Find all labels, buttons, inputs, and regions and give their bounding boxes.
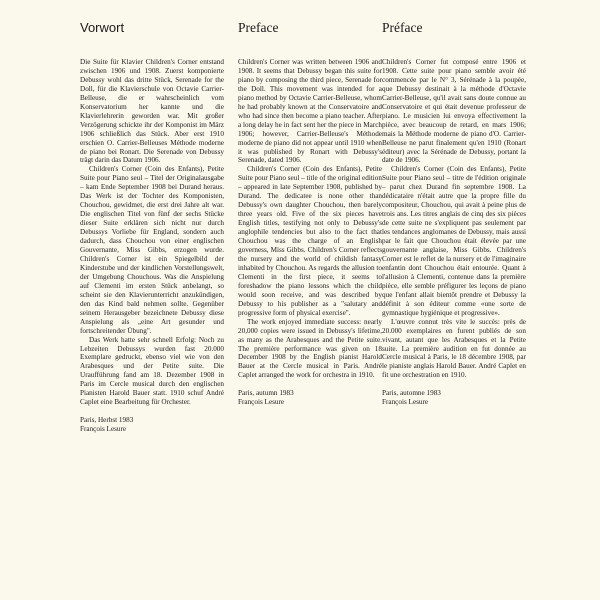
paragraph: Children's Corner was written between 1906 and 1908. It seems that Debussy began this suite for piano by composing the third piece, Serenade for the Doll. This movement was intended for a piano method by Octavie Carrier-Belleuse, whom he had probably known at the Conservatoire and who had since then become a piano teacher. After a long delay he in fact sent her the piece in March 1906; however, Carrier-Belleuse's Méthode moderne de piano did not appear until 1910 when it was published by Ronart with Debussy's Serenade, dated 1906. (238, 58, 382, 165)
signature (238, 389, 382, 407)
paragraph: The work enjoyed immediate success: nearly 20,000 copies were issued in Debussy's lifetime, as many as the Arabesques and the Petite suite. The première performance was given on 18 December 1908 by the English pianist Harold Bauer at the Cercle musical in Paris. André Caplet arranged the work for orchestra in 1910. (238, 317, 382, 380)
signature-name: François Lesure (80, 425, 127, 434)
paragraph: Children's Corner (Coin des Enfants), Petite Suite pour Piano seul – title of the original edition – appeared in late September 1908, published by Durand. The dedicatee is none other than Debussy's own daughter Chouchou, then barely three years old. Five of the six pieces have English titles, testifying not only to Debussy's anglophile tendencies but also to the fact that Chouchou was the charge of an English governess, Miss Gibbs. Children's Corner reflects the nursery and the world of childish fantasy inhabited by Chouchou. As regards the allusion to Clementi in the first piece, it seems to foreshadow the piano lessons which the child would soon receive, and was described by Debussy to his publisher as a "salutary and progressive form of physical exercise". (238, 165, 382, 317)
signature-place: Paris, automne 1983 (382, 389, 441, 398)
column-heading-english: Preface (238, 20, 279, 35)
column-heading-french: Préface (382, 20, 423, 35)
signature (382, 389, 526, 407)
paragraph: Children's Corner (Coin des Enfants), Petite Suite pour Piano seul – titre de l'édition originale – parut chez Durand fin septembre 1908. La dédicataire n'était autre que la propre fille du compositeur, Chouchou, qui avait à peine plus de trois ans. Les titres anglais de cinq des six pièces de cette suite ne s'expliquent pas seulement par les tendances anglomanes de Debussy, mais aussi par le fait que Chouchou était élevée par une gouvernante anglaise, Miss Gibbs. Children's Corner est le reflet de la nursery et de l'imaginaire enfantin dont Chouchou était entourée. Quant à l'allusion à Clementi, contenue dans la première pièce, elle semble préfigurer les leçons de piano que l'enfant allait bientôt prendre et Debussy la définit à son éditeur comme «une sorte de gymnastique hygiénique et progressive». (382, 165, 526, 317)
signature-name: François Lesure (238, 398, 285, 407)
column-heading-german: Vorwort (80, 20, 125, 35)
column-body-german (80, 58, 224, 434)
paragraph: L'œuvre connut très vite le succès: près de 20.000 exemplaires en furent publiés de son vivant, autant que les Arabesques et la Petite suite. La première audition en fut donnée au Cercle musical à Paris, le 18 décembre 1908, par le pianiste anglais Harold Bauer. André Caplet en fit une orchestration en 1910. (382, 317, 526, 380)
paragraph: Children's Corner (Coin des Enfants), Petite Suite pour Piano seul – Titel der Originalausgabe – kam Ende September 1908 bei Durand heraus. Das Werk ist der Tochter des Komponisten, Chouchou, gewidmet, die erst drei Jahre alt war. Die englischen Titel von fünf der sechs Stücke dieser Suite erklären sich nicht nur durch Debussys Vorliebe für England, sondern auch dadurch, dass Chouchou von einer englischen Gouvernante, Miss Gibbs, erzogen wurde. Children's Corner ist ein Spiegelbild der Kinderstube und der kindlichen Vorstellungswelt, der Umgebung Chouchous. Was die Anspielung auf Clementi im ersten Stück anbelangt, so scheint sie den Klavierunterricht anzukündigen, den das Kind bald nehmen sollte. Gegenüber seinem Herausgeber bezeichnete Debussy diese Anspielung als „eine Art gesunder und fortschreitender Übung". (80, 165, 224, 335)
signature (80, 416, 224, 434)
signature-place: Paris, Herbst 1983 (80, 416, 134, 425)
paragraph: Das Werk hatte sehr schnell Erfolg: Noch zu Lebzeiten Debussys wurden fast 20.000 Exemplare gedruckt, ebenso viel wie von den Arabesques und der Petite suite. Die Uraufführung fand am 18. Dezember 1908 in Paris im Cercle musical durch den englischen Pianisten Harold Bauer statt. 1910 schuf André Caplet eine Bearbeitung für Orchester. (80, 335, 224, 407)
signature-name: François Lesure (382, 398, 429, 407)
paragraph: Children's Corner fut composé entre 1906 et 1908. Cette suite pour piano semble avoir été commencée par le N° 3, Sérénade à la poupée, que Debussy destinait à la méthode d'Octavie Carrier-Belleuse, qu'il avait sans doute connue au Conservatoire et qui était devenue professeur de piano. Le musicien lui envoya effectivement la pièce, avec beaucoup de retard, en mars 1906; mais la Méthode moderne de piano d'O. Carrier-Belleuse ne parut finalement qu'en 1910 (Ronart éditeur) avec la Sérénade de Debussy, portant la date de 1906. (382, 58, 526, 165)
column-body-english (238, 58, 382, 407)
column-body-french (382, 58, 526, 407)
paragraph: Die Suite für Klavier Children's Corner entstand zwischen 1906 und 1908. Zuerst komponierte Debussy wohl das dritte Stück, Serenade for the Doll, für die Klavierschule von Octavie Carrier-Belleuse, die er wahrscheinlich vom Konservatorium her kannte und die Klavierlehrerin geworden war. Mit großer Verzögerung schickte ihr der Komponist im März 1906 schließlich das Stück. Aber erst 1910 erschien O. Carrier-Belleuses Méthode moderne de piano bei Ronart. Die Serenade von Debussy trägt darin das Datum 1906. (80, 58, 224, 165)
signature-place: Paris, autumn 1983 (238, 389, 294, 398)
